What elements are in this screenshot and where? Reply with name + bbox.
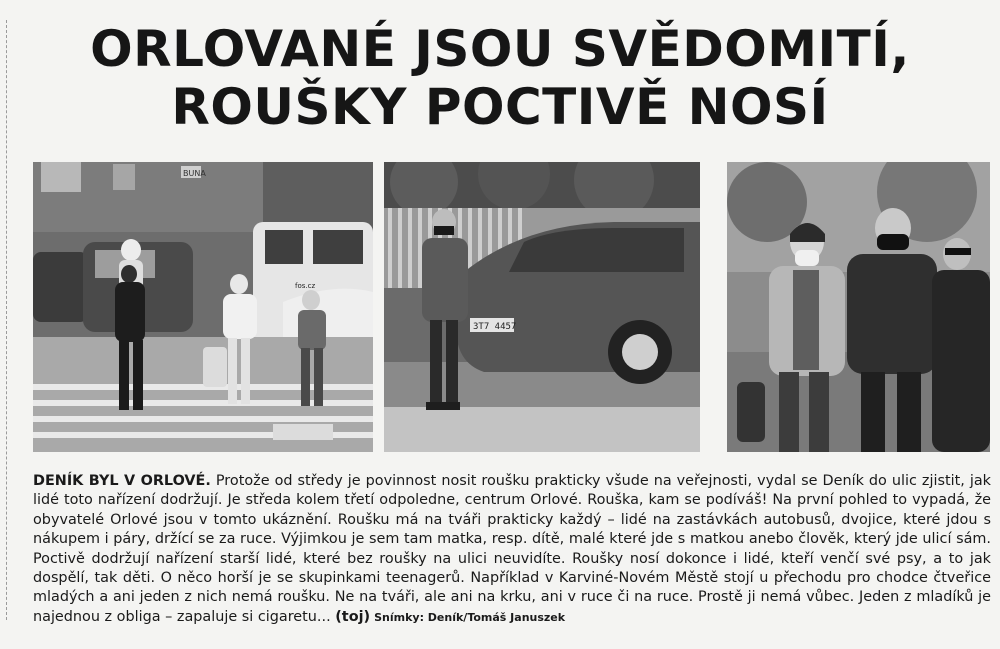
photo-credit: Snímky: Deník/Tomáš Januszek xyxy=(374,610,566,624)
photo-man-with-car-image xyxy=(384,162,700,452)
headline-line-2: ROUŠKY POCTIVĚ NOSÍ xyxy=(171,78,829,136)
photo-elderly-couple-image xyxy=(727,162,990,452)
article-text xyxy=(33,472,991,627)
photo-elderly-couple xyxy=(727,162,990,452)
headline xyxy=(0,20,1000,136)
shop-sign-text: BUNA xyxy=(183,169,206,178)
van-text: fos.cz xyxy=(295,282,316,290)
article-signature: (toj) xyxy=(335,608,371,625)
photo-crosswalk-image xyxy=(33,162,373,452)
article-lead: DENÍK BYL V ORLOVÉ. xyxy=(33,473,211,489)
article-body: Protože od středy je povinnost nosit roušku prakticky všude na veřejnosti, vydal se Deník do ulic zjistit, jak lidé toto nařízení dodržují. Je středa kolem třetí odpoledne, centrum Orlové. Rouška, kam se podíváš! Na první pohled to vypadá, že obyvatelé Orlové jsou v tomto ukáznění. Roušku má na tváři prakticky každý – lidé na zastávkách autobusů, dvojice, které jdou s nákupem i páry, držící se za ruce. Výjimkou je sem tam matka, resp. dítě, malé které jde s matkou anebo člověk, který jde ulicí sám. Poctivě dodržují nařízení starší lidé, které bez roušky na ulici neuvidíte. Roušky nosí dokonce i lidé, kteří venčí své psy, a to jak dospělí, tak děti. O něco horší je se skupinkami teenagerů. Například v Karviné-Novém Městě stojí u přechodu pro chodce čtveřice mladých a ani jeden z nich nemá roušku. Ne na tváři, ale ani na krku, ani v ruce či na ruce. Prostě ji nemá vůbec. Jeden z mladíků je najednou z obliga – zapaluje si cigaretu... xyxy=(33,473,991,625)
license-plate-text: 3T7 4457 xyxy=(473,322,517,332)
headline-line-1: ORLOVANÉ JSOU SVĚDOMITÍ, xyxy=(90,20,910,78)
photo-man-with-car xyxy=(384,162,700,452)
photo-crosswalk xyxy=(33,162,373,452)
